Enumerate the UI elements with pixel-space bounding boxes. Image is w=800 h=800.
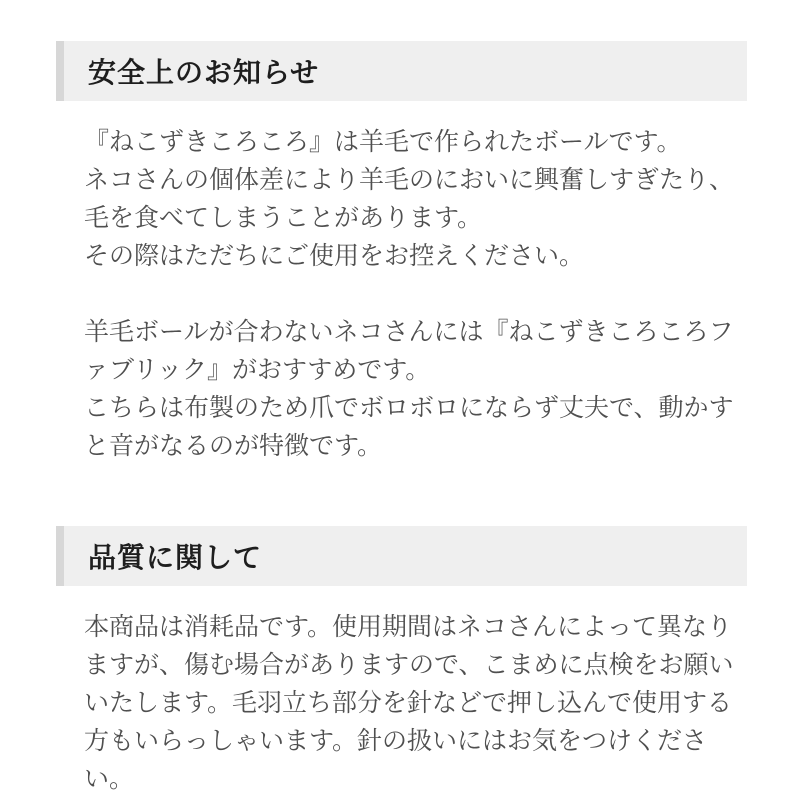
section-safety-header <box>56 41 747 101</box>
section-quality-header <box>56 526 747 586</box>
section-safety-body <box>84 123 745 465</box>
text-line: 羊毛ボールが合わないネコさんには『ねこずきころころファブリック』がおすすめです。 <box>84 318 734 384</box>
safety-paragraph-2 <box>84 313 745 465</box>
heading-accent-bar <box>56 526 64 586</box>
safety-paragraph-1 <box>84 123 745 275</box>
section-safety-notice <box>0 41 800 465</box>
text-line: その際はただちにご使用をお控えください。 <box>84 242 585 270</box>
section-quality-title: 品質に関して <box>88 542 263 573</box>
section-safety-title: 安全上のお知らせ <box>88 57 320 88</box>
heading-accent-bar <box>56 41 64 101</box>
section-quality-body <box>84 608 745 798</box>
text-line: 『ねこずきころころ』は羊毛で作られたボールです。 <box>84 128 682 156</box>
text-line: 本商品は消耗品です。使用期間はネコさんによって異なりますが、傷む場合がありますので、こまめに点検をお願いいたします。毛羽立ち部分を針などで押し込んで使用する方もいらっしゃいます。針の扱いにはお気をつけください。 <box>84 613 734 793</box>
section-quality <box>0 526 800 798</box>
text-line: こちらは布製のため爪でボロボロにならず丈夫で、動かすと音がなるのが特徴です。 <box>84 394 734 460</box>
text-line: ネコさんの個体差により羊毛のにおいに興奮しすぎたり、毛を食べてしまうことがあります。 <box>84 166 735 232</box>
quality-paragraph-1 <box>84 608 745 798</box>
